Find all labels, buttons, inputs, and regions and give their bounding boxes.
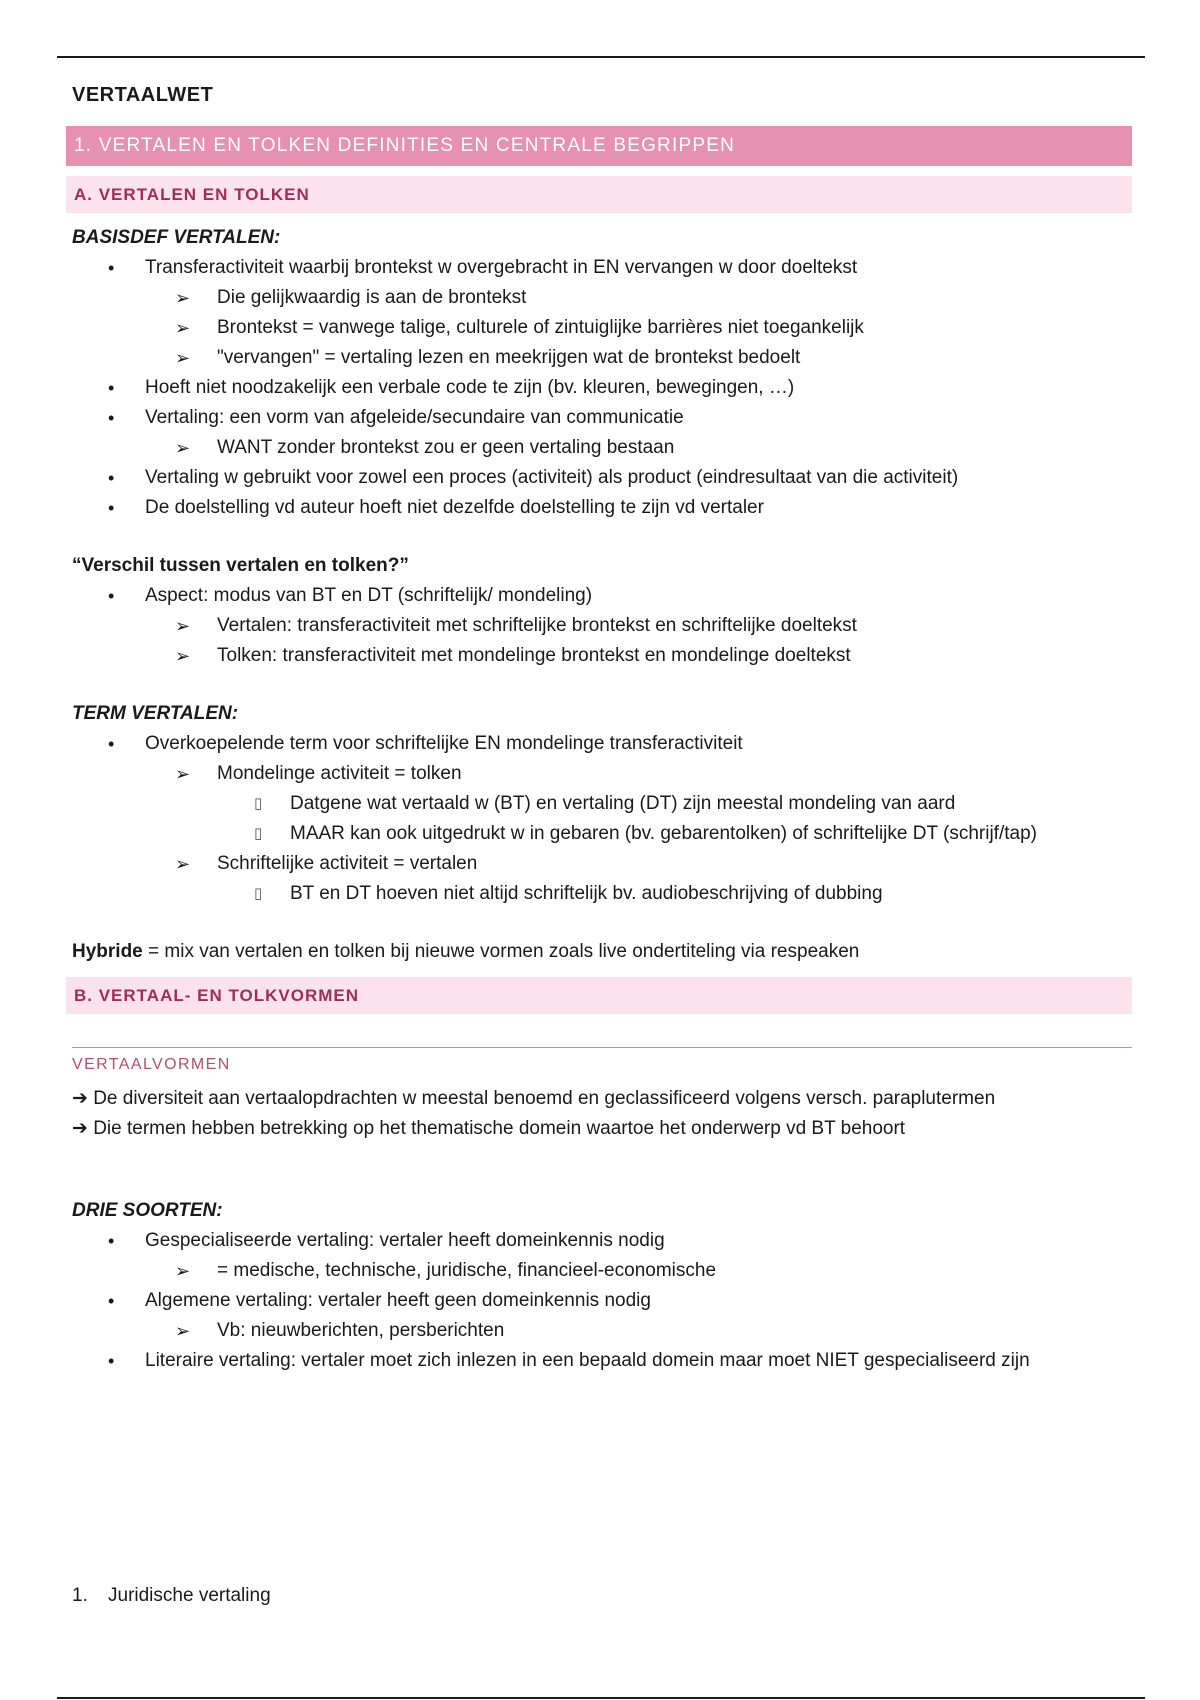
list-item: • Aspect: modus van BT en DT (schriftelijk/ mondeling) — [72, 581, 1132, 611]
list-item: ➢ Die gelijkwaardig is aan de brontekst — [72, 283, 1132, 313]
arrowhead-icon: ➢ — [175, 438, 191, 458]
bullet-icon: • — [108, 468, 115, 488]
bullet-icon: • — [108, 1351, 115, 1371]
section-b-heading: B. VERTAAL- EN TOLKVORMEN — [66, 977, 1132, 1014]
list-item: ➢ Vertalen: transferactiviteit met schriftelijke brontekst en schriftelijke doeltekst — [72, 611, 1132, 641]
list-item: • Overkoepelende term voor schriftelijke EN mondelinge transferactiviteit — [72, 729, 1132, 759]
vertaalvormen-heading-block — [72, 1047, 1132, 1078]
list-item: • Vertaling w gebruikt voor zowel een proces (activiteit) als product (eindresultaat van die activiteit) — [72, 463, 1132, 493]
bullet-icon: • — [108, 498, 115, 518]
bullet-icon: • — [108, 1231, 115, 1251]
arrowhead-icon: ➢ — [175, 764, 191, 784]
term-title: TERM VERTALEN: — [72, 703, 239, 724]
arrowhead-icon: ➢ — [175, 318, 191, 338]
section-1-heading: 1. VERTALEN EN TOLKEN DEFINITIES EN CENTRALE BEGRIPPEN — [66, 126, 1132, 166]
section-a-heading: A. VERTALEN EN TOLKEN — [66, 176, 1132, 213]
list-item: ➢ Tolken: transferactiviteit met mondelinge brontekst en mondelinge doeltekst — [72, 641, 1132, 671]
arrowhead-icon: ➢ — [175, 616, 191, 636]
list-item: ➢ WANT zonder brontekst zou er geen vertaling bestaan — [72, 433, 1132, 463]
arrowhead-icon: ➢ — [175, 348, 191, 368]
list-item: ➢ Mondelinge activiteit = tolken — [72, 759, 1132, 789]
arrowhead-icon: ➢ — [175, 1321, 191, 1341]
bottom-rule — [57, 1697, 1145, 1699]
item-text: Juridische vertaling — [108, 1585, 271, 1606]
top-rule — [57, 56, 1145, 58]
vertaalvormen-heading: VERTAALVORMEN — [72, 1056, 231, 1073]
bullet-icon: • — [108, 378, 115, 398]
hybride-paragraph: Hybride = mix van vertalen en tolken bij nieuwe vormen zoals live ondertiteling via respeaken — [72, 941, 860, 962]
list-item: ➢ Schriftelijke activiteit = vertalen — [72, 849, 1132, 879]
basisdef-title: BASISDEF VERTALEN: — [72, 227, 281, 248]
list-item: • Transferactiviteit waarbij brontekst w overgebracht in EN vervangen w door doeltekst — [72, 253, 1132, 283]
bullet-icon: • — [108, 586, 115, 606]
arrowhead-icon: ➢ — [175, 288, 191, 308]
arrowhead-icon: ➢ — [175, 854, 191, 874]
list-item: ▯ Datgene wat vertaald w (BT) en vertaling (DT) zijn meestal mondeling van aard — [72, 789, 1132, 819]
document-title: VERTAALWET — [72, 84, 214, 106]
arrow-icon: ➔ — [72, 1088, 88, 1109]
bullet-icon: • — [108, 1291, 115, 1311]
drie-soorten-title: DRIE SOORTEN: — [72, 1200, 223, 1221]
bullet-icon: • — [108, 408, 115, 428]
list-item: • De doelstelling vd auteur hoeft niet dezelfde doelstelling te zijn vd vertaler — [72, 493, 1132, 523]
item-number: 1. — [72, 1585, 88, 1606]
list-item: ➢ Vb: nieuwberichten, persberichten — [72, 1316, 1132, 1346]
verschil-title: “Verschil tussen vertalen en tolken?” — [72, 555, 409, 576]
list-item: ➢ "vervangen" = vertaling lezen en meekrijgen wat de brontekst bedoelt — [72, 343, 1132, 373]
bullet-icon: • — [108, 734, 115, 754]
square-bullet-icon: ▯ — [254, 885, 263, 902]
bullet-icon: • — [108, 258, 115, 278]
arrow-icon: ➔ — [72, 1118, 88, 1139]
list-item: ➢ Brontekst = vanwege talige, culturele of zintuiglijke barrières niet toegankelijk — [72, 313, 1132, 343]
numbered-item — [72, 1585, 271, 1607]
arrow-line: ➔ De diversiteit aan vertaalopdrachten w meestal benoemd en geclassificeerd volgens versch. paraplutermen — [72, 1088, 996, 1109]
list-item: • Algemene vertaling: vertaler heeft geen domeinkennis nodig — [72, 1286, 1132, 1316]
list-item: • Hoeft niet noodzakelijk een verbale code te zijn (bv. kleuren, bewegingen, …) — [72, 373, 1132, 403]
list-item: • Literaire vertaling: vertaler moet zich inlezen in een bepaald domein maar moet NIET gespecialiseerd zijn — [72, 1346, 1132, 1376]
square-bullet-icon: ▯ — [254, 825, 263, 842]
arrow-line: ➔ Die termen hebben betrekking op het thematische domein waartoe het onderwerp vd BT behoort — [72, 1118, 906, 1139]
square-bullet-icon: ▯ — [254, 795, 263, 812]
arrowhead-icon: ➢ — [175, 1261, 191, 1281]
document-content — [72, 84, 1132, 1376]
list-item: ▯ BT en DT hoeven niet altijd schriftelijk bv. audiobeschrijving of dubbing — [72, 879, 1132, 909]
list-item: ➢ = medische, technische, juridische, financieel-economische — [72, 1256, 1132, 1286]
list-item: • Gespecialiseerde vertaling: vertaler heeft domeinkennis nodig — [72, 1226, 1132, 1256]
list-item: ▯ MAAR kan ook uitgedrukt w in gebaren (bv. gebarentolken) of schriftelijke DT (schrijf/tap) — [72, 819, 1132, 849]
arrowhead-icon: ➢ — [175, 646, 191, 666]
list-item: • Vertaling: een vorm van afgeleide/secundaire van communicatie — [72, 403, 1132, 433]
